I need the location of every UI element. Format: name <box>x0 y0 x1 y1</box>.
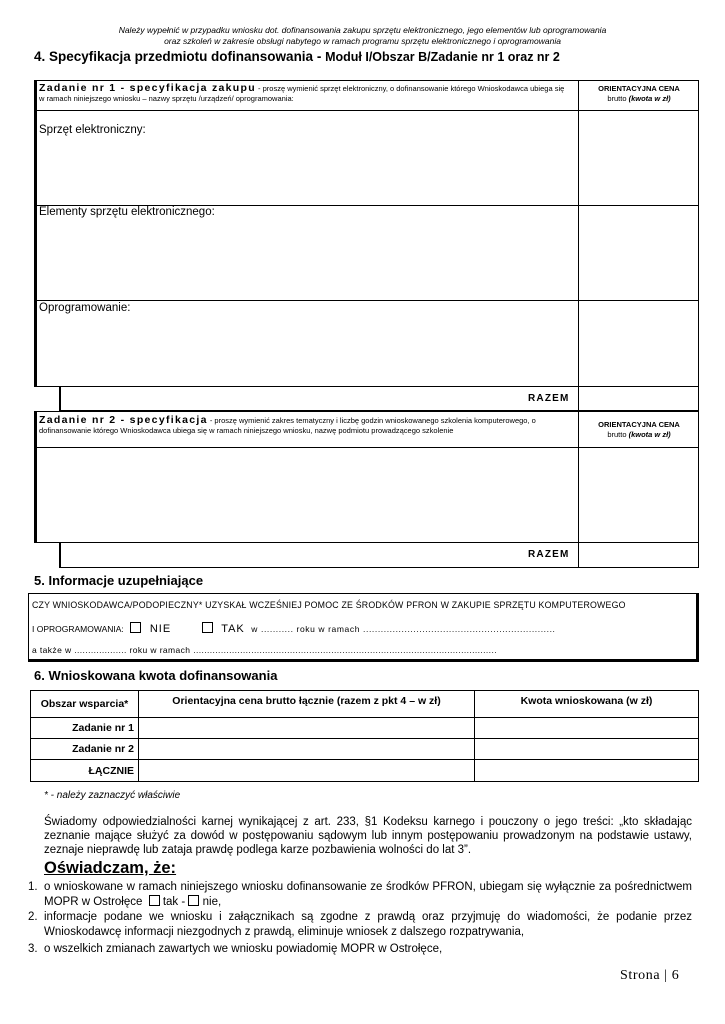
table-row <box>31 739 699 760</box>
task1-price-label: ORIENTACYJNA CENA <box>598 84 680 93</box>
requested-cell-total[interactable] <box>475 760 699 782</box>
task2-description: - proszę wymienić zakres tematyczny i liczbę godzin wnioskowanego szkolenia komputerowego, o dofinansowanie którego Wnioskodawca ubiega się w ramach niniejszego wniosku, nazwę podmiotu prowadzącego szkolenie <box>39 416 536 435</box>
header-note-line2: oraz szkoleń w zakresie obsługi nabytego w ramach programu sprzętu elektronicznego i oprogramowania <box>164 36 561 46</box>
col-header-area: Obszar wsparcia* <box>31 691 139 718</box>
task1-header <box>39 83 569 104</box>
task2-header <box>39 415 574 436</box>
declaration-item-2: 2. informacje podane we wniosku i załącznikach są zgodne z prawdą oraz przyjmuję do wiadomości, że podanie przez Wnioskodawcę informacji niezgodnych z prawdą, eliminuje wniosek z dalszego rozpatrywania, <box>28 911 692 938</box>
requested-cell-task1[interactable] <box>475 718 699 739</box>
field-software-label: Oprogramowanie: <box>39 302 131 314</box>
footnote: * - należy zaznaczyć właściwie <box>44 790 181 801</box>
declaration-item-3: 3. o wszelkich zmianach zawartych we wniosku powiadomię MOPR w Ostrołęce, <box>28 943 443 955</box>
task2-description-field[interactable] <box>38 449 576 541</box>
section5-answer-prefix: I OPROGRAMOWANIA: <box>32 624 124 634</box>
funding-table <box>30 690 699 782</box>
table-row <box>31 760 699 782</box>
declaration-item-1: 1. o wnioskowane w ramach niniejszego wniosku dofinansowanie ze środków PFRON, ubiegam się wyłącznie za pośrednictwem MOPR w Ostrołęce tak - nie, <box>28 881 692 908</box>
checkbox-tak[interactable] <box>202 622 213 633</box>
task1-heading: Zadanie nr 1 - specyfikacja zakupu <box>39 82 256 94</box>
task1-left-border <box>34 80 37 387</box>
section5-additional-line: a także w ................... roku w ramach .............................................................................................................. <box>32 645 497 655</box>
section4-title-main: 4. Specyfikacja przedmiotu dofinansowania - <box>34 49 326 64</box>
task1-price-unit: brutto (kwota w zł) <box>607 94 671 103</box>
task1-column-divider <box>578 80 579 410</box>
task1-total-label: RAZEM <box>528 393 570 404</box>
option-nie-label: NIE <box>149 623 172 635</box>
checkbox-declaration-no[interactable] <box>188 895 199 906</box>
task1-price-header <box>580 84 698 104</box>
field-hardware-label: Sprzęt elektroniczny: <box>39 124 146 136</box>
price-cell-total[interactable] <box>139 760 475 782</box>
task2-total-label: RAZEM <box>528 549 570 560</box>
price-cell-task2[interactable] <box>139 739 475 760</box>
field-hardware-elements-label: Elementy sprzętu elektronicznego: <box>39 206 215 218</box>
table-row <box>31 718 699 739</box>
declaration-heading: Oświadczam, że: <box>44 859 177 877</box>
section4-title <box>34 49 560 64</box>
price-cell-task1[interactable] <box>139 718 475 739</box>
task2-total-row <box>59 542 699 568</box>
row-label-task2: Zadanie nr 2 <box>31 739 139 760</box>
requested-cell-task2[interactable] <box>475 739 699 760</box>
checkbox-declaration-yes[interactable] <box>149 895 160 906</box>
section5-title: 5. Informacje uzupełniające <box>34 573 204 588</box>
task1-total-value-cell[interactable] <box>578 386 699 411</box>
section5-answer-rest: w ........... roku w ramach ................................................................. <box>251 624 556 634</box>
declaration-intro: Świadomy odpowiedzialności karnej wynikającej z art. 233, §1 Kodeksu karnego i pouczony o jego treści: „kto składając zeznanie mające służyć za dowód w postępowaniu sądowym lub innym postępowaniu prowadzonym na podstawie ustawy, zeznaje nieprawdę lub zataja prawdę podlega karze pozbawienia wolności do lat 3”. <box>44 816 692 856</box>
section5-answer-line <box>32 622 556 635</box>
col-header-requested: Kwota wnioskowana (w zł) <box>475 691 699 718</box>
option-tak-label: TAK <box>221 623 245 635</box>
task2-price-header <box>580 420 698 440</box>
task1-description: - proszę wymienić sprzęt elektroniczny, o dofinansowanie którego Wnioskodawca ubiega się w ramach niniejszego wniosku – nazwy sprzętu /urządzeń/ oprogramowania: <box>39 84 565 103</box>
section5-question: CZY WNIOSKODAWCA/PODOPIECZNY* UZYSKAŁ WCZEŚNIEJ POMOC ZE ŚRODKÓW PFRON W ZAKUPIE SPRZĘTU KOMPUTEROWEGO <box>32 600 626 610</box>
header-note-line1: Należy wypełnić w przypadku wniosku dot. dofinansowania zakupu sprzętu elektronicznego, jego elementów lub oprogramowania <box>118 25 607 35</box>
col-header-price: Orientacyjna cena brutto łącznie (razem z pkt 4 – w zł) <box>139 691 475 718</box>
task2-heading: Zadanie nr 2 - specyfikacja <box>39 414 208 426</box>
section4-title-sub: Moduł I/Obszar B/Zadanie nr 1 oraz nr 2 <box>325 50 560 64</box>
page-number: Strona | 6 <box>620 968 680 983</box>
task2-price-unit: brutto (kwota w zł) <box>607 430 671 439</box>
row-label-total: ŁĄCZNIE <box>31 760 139 782</box>
task2-price-label: ORIENTACYJNA CENA <box>598 420 680 429</box>
section6-title: 6. Wnioskowana kwota dofinansowania <box>34 668 278 683</box>
checkbox-nie[interactable] <box>130 622 141 633</box>
row-label-task1: Zadanie nr 1 <box>31 718 139 739</box>
